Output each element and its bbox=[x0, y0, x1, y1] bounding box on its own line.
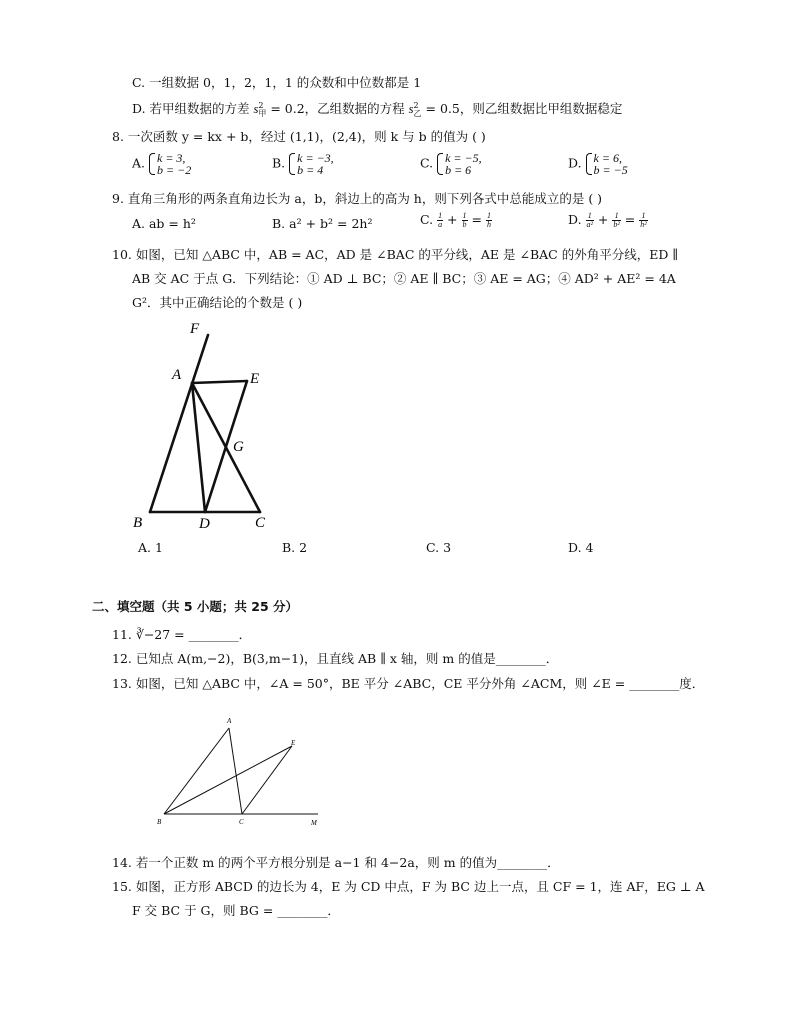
q8-c-label: C. bbox=[420, 155, 434, 171]
section-title: 二、填空题（共 5 小题；共 25 分） bbox=[92, 599, 299, 614]
label-m: M bbox=[311, 819, 317, 827]
q7-option-c: C. 一组数据 0，1，2，1，1 的众数和中位数都是 1 bbox=[132, 75, 422, 90]
line-be bbox=[164, 746, 292, 814]
q8-c-system: k = −5, b = 6 bbox=[437, 152, 482, 176]
q9-c-label: C. bbox=[420, 212, 434, 227]
q8-b-system: k = −3, b = 4 bbox=[289, 152, 334, 176]
line-ba bbox=[164, 728, 229, 814]
label-f: F bbox=[190, 321, 200, 337]
q11: 11. ∛−27 = ________． bbox=[112, 627, 252, 642]
label-c: C bbox=[255, 515, 266, 531]
q10-line2: AB 交 AC 于点 G．下列结论：① AD ⊥ BC；② AE ∥ BC；③ AE = AG；④ AD² + AE² = 4A bbox=[132, 271, 676, 286]
line-fb bbox=[150, 335, 208, 512]
line-ae bbox=[192, 381, 247, 383]
label-a: A bbox=[172, 367, 182, 383]
q9-stem: 9. 直角三角形的两条直角边长为 a，b，斜边上的高为 h，则下列各式中总能成立的是 ( ) bbox=[112, 191, 603, 206]
q13-figure bbox=[150, 708, 330, 830]
q10-option-b: B. 2 bbox=[282, 540, 308, 555]
q7-d-prefix: D. 若甲组数据的方差 bbox=[132, 101, 254, 116]
q8-d-system: k = 6, b = −5 bbox=[586, 152, 628, 176]
label-d: D bbox=[199, 516, 210, 532]
q13: 13. 如图，已知 △ABC 中，∠A = 50°，BE 平分 ∠ABC，CE 平分外角 ∠ACM，则 ∠E = ________度． bbox=[112, 676, 705, 691]
q10-option-d: D. 4 bbox=[568, 540, 594, 555]
q14: 14. 若一个正数 m 的两个平方根分别是 a−1 和 4−2a，则 m 的值为________． bbox=[112, 855, 560, 870]
q9-option-d: D. $\frac{1}{\text{a²}}$ + $\frac{1}{\text{b²}}$ = $\frac{1}{\text{h²}}$ bbox=[568, 211, 647, 229]
q10-line3: G²．其中正确结论的个数是 ( ) bbox=[132, 295, 303, 310]
label-b: B bbox=[157, 818, 162, 826]
q8-b-label: B. bbox=[272, 155, 286, 171]
q12: 12. 已知点 A(m,−2)，B(3,m−1)，且直线 AB ∥ x 轴，则 m 的值是________． bbox=[112, 651, 559, 666]
q8-d-label: D. bbox=[568, 155, 582, 171]
q7-option-d bbox=[132, 100, 622, 118]
q9-option-a: A. ab = h² bbox=[132, 216, 196, 231]
q10-option-c: C. 3 bbox=[426, 540, 452, 555]
q10-line1: 10. 如图，已知 △ABC 中，AB = AC，AD 是 ∠BAC 的平分线，AE 是 ∠BAC 的外角平分线，ED ∥ bbox=[112, 247, 679, 262]
q8-a-system: k = 3, b = −2 bbox=[149, 152, 191, 176]
label-e: E bbox=[291, 739, 296, 747]
q9-option-b: B. a² + b² = 2h² bbox=[272, 216, 373, 231]
q8-option-d bbox=[568, 152, 628, 176]
q8-stem: 8. 一次函数 y = kx + b，经过 (1,1)，(2,4)，则 k 与 b 的值为 ( ) bbox=[112, 129, 486, 144]
q8-option-c bbox=[420, 152, 482, 176]
line-ac bbox=[229, 728, 242, 814]
label-c: C bbox=[239, 818, 244, 826]
q7-d-s1: s bbox=[253, 102, 259, 116]
q15-line2: F 交 BC 于 G，则 BG = ________． bbox=[132, 903, 340, 918]
q8-a-label: A. bbox=[132, 155, 146, 171]
label-e: E bbox=[250, 371, 260, 387]
q10-figure bbox=[125, 315, 285, 535]
q7-d-suffix: = 0.5，则乙组数据比甲组数据稳定 bbox=[421, 101, 623, 116]
q7-d-sub1: 甲 bbox=[258, 108, 267, 118]
q9-option-c: C. $\frac{1}{a}$ + $\frac{1}{b}$ = $\frac{1}{h}$ bbox=[420, 211, 491, 229]
q7-d-sub2: 乙 bbox=[413, 108, 422, 118]
q7-d-sup2: 2 bbox=[413, 100, 419, 110]
q8-option-a bbox=[132, 152, 191, 176]
label-b: B bbox=[133, 515, 143, 531]
q7-d-s2: s bbox=[408, 102, 414, 116]
q7-d-sup1: 2 bbox=[258, 100, 264, 110]
q10-option-a: A. 1 bbox=[138, 540, 163, 555]
label-a: A bbox=[227, 717, 232, 725]
q9-d-label: D. bbox=[568, 212, 582, 227]
q15-line1: 15. 如图，正方形 ABCD 的边长为 4，E 为 CD 中点，F 为 BC 边上一点，且 CF = 1，连 AF，EG ⊥ A bbox=[112, 879, 705, 894]
q7-d-mid: = 0.2，乙组数据的方程 bbox=[266, 101, 409, 116]
q8-option-b bbox=[272, 152, 334, 176]
label-g: G bbox=[233, 439, 244, 455]
line-ce bbox=[242, 746, 292, 814]
